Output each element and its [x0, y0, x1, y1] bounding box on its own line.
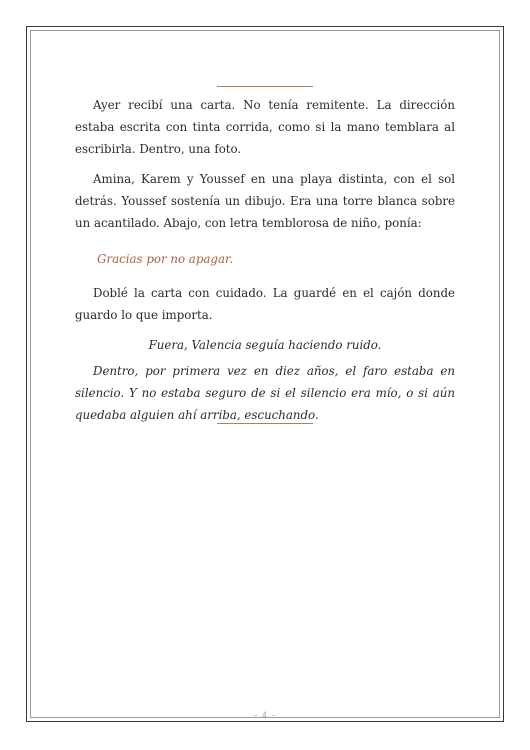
- paragraph-2: Amina, Karem y Youssef en una playa distinta, con el sol detrás. Youssef sostenía un dibujo. Era una torre blanca sobre un acantilado. Abajo, con letra temblorosa de niño, ponía:: [75, 172, 455, 230]
- paragraph-1: Ayer recibí una carta. No tenía remitente. La dirección estaba escrita con tinta corrida, como si la mano temblara al escribirla. Dentro, una foto.: [75, 98, 455, 156]
- closing-paragraph: Dentro, por primera vez en diez años, el faro estaba en silencio. Y no estaba seguro de si el silencio era mío, o si aún quedaba alguien ahí arriba, escuchando.: [75, 364, 455, 422]
- paragraph-3: Doblé la carta con cuidado. La guardé en el cajón donde guardo lo que importa.: [75, 286, 455, 322]
- top-ornament-rule: [217, 86, 313, 87]
- centered-line: Fuera, Valencia seguía haciendo ruido.: [148, 338, 382, 352]
- highlighted-quote: Gracias por no apagar.: [97, 252, 234, 266]
- page-number: – 4 –: [253, 711, 277, 720]
- page-content: [75, 94, 455, 434]
- bottom-ornament-rule: [217, 423, 313, 424]
